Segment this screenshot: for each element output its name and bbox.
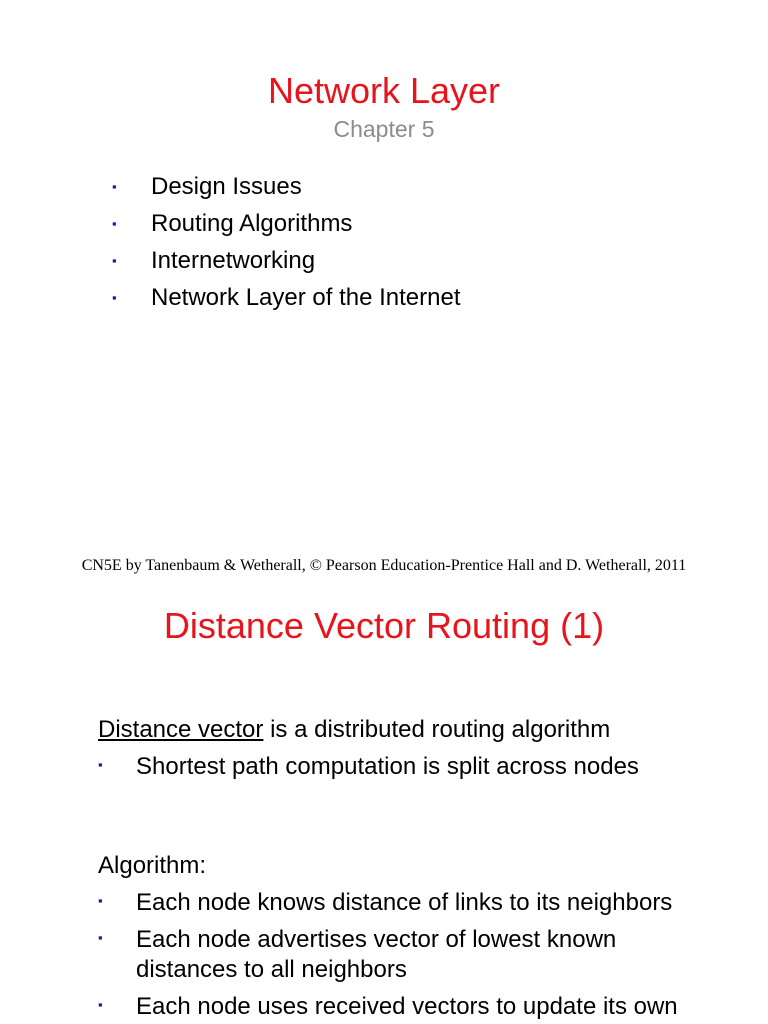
list-item-label: Internetworking [151, 247, 316, 274]
slide-title: Network Layer [267, 70, 501, 111]
bullet-icon: ▪ [98, 930, 103, 945]
list-item [98, 888, 678, 918]
topic-list [112, 172, 461, 320]
list-item [112, 283, 461, 320]
list-item-label: Network Layer of the Internet [151, 284, 461, 311]
list-item [98, 925, 678, 985]
bullet-icon: ▪ [98, 893, 103, 908]
list-item [98, 992, 678, 1022]
intro-text: is a distributed routing algorithm [263, 716, 611, 743]
copyright-footer: CN5E by Tanenbaum & Wetherall, © Pearson Education-Prentice Hall and D. Wetherall, 2011 [81, 557, 687, 574]
slide-subtitle: Chapter 5 [333, 116, 435, 142]
list-item [112, 209, 461, 246]
list-item-label: Each node uses received vectors to update its own [136, 993, 678, 1020]
intro-paragraph [98, 715, 610, 745]
slide-distance-vector [0, 590, 768, 1024]
intro-term: Distance vector [98, 716, 264, 743]
slide-title: Distance Vector Routing (1) [163, 605, 605, 646]
algorithm-bullet-list [98, 888, 678, 1024]
bullet-icon: ▪ [112, 253, 117, 268]
list-item-label: Routing Algorithms [151, 210, 353, 237]
bullet-icon: ▪ [98, 997, 103, 1012]
intro-bullet-list [98, 752, 639, 782]
list-item [112, 246, 461, 283]
list-item-label: Each node knows distance of links to its neighbors [136, 889, 673, 916]
algorithm-label: Algorithm: [98, 852, 207, 879]
bullet-icon: ▪ [112, 179, 117, 194]
bullet-icon: ▪ [112, 290, 117, 305]
list-item [112, 172, 461, 209]
list-item-label: Design Issues [151, 173, 302, 200]
bullet-icon: ▪ [112, 216, 117, 231]
bullet-icon: ▪ [98, 757, 103, 772]
list-item-label: Shortest path computation is split across nodes [136, 753, 639, 780]
list-item [98, 752, 639, 782]
list-item-label: Each node advertises vector of lowest known [136, 926, 617, 953]
list-item-label-continued: distances to all neighbors [136, 956, 407, 983]
